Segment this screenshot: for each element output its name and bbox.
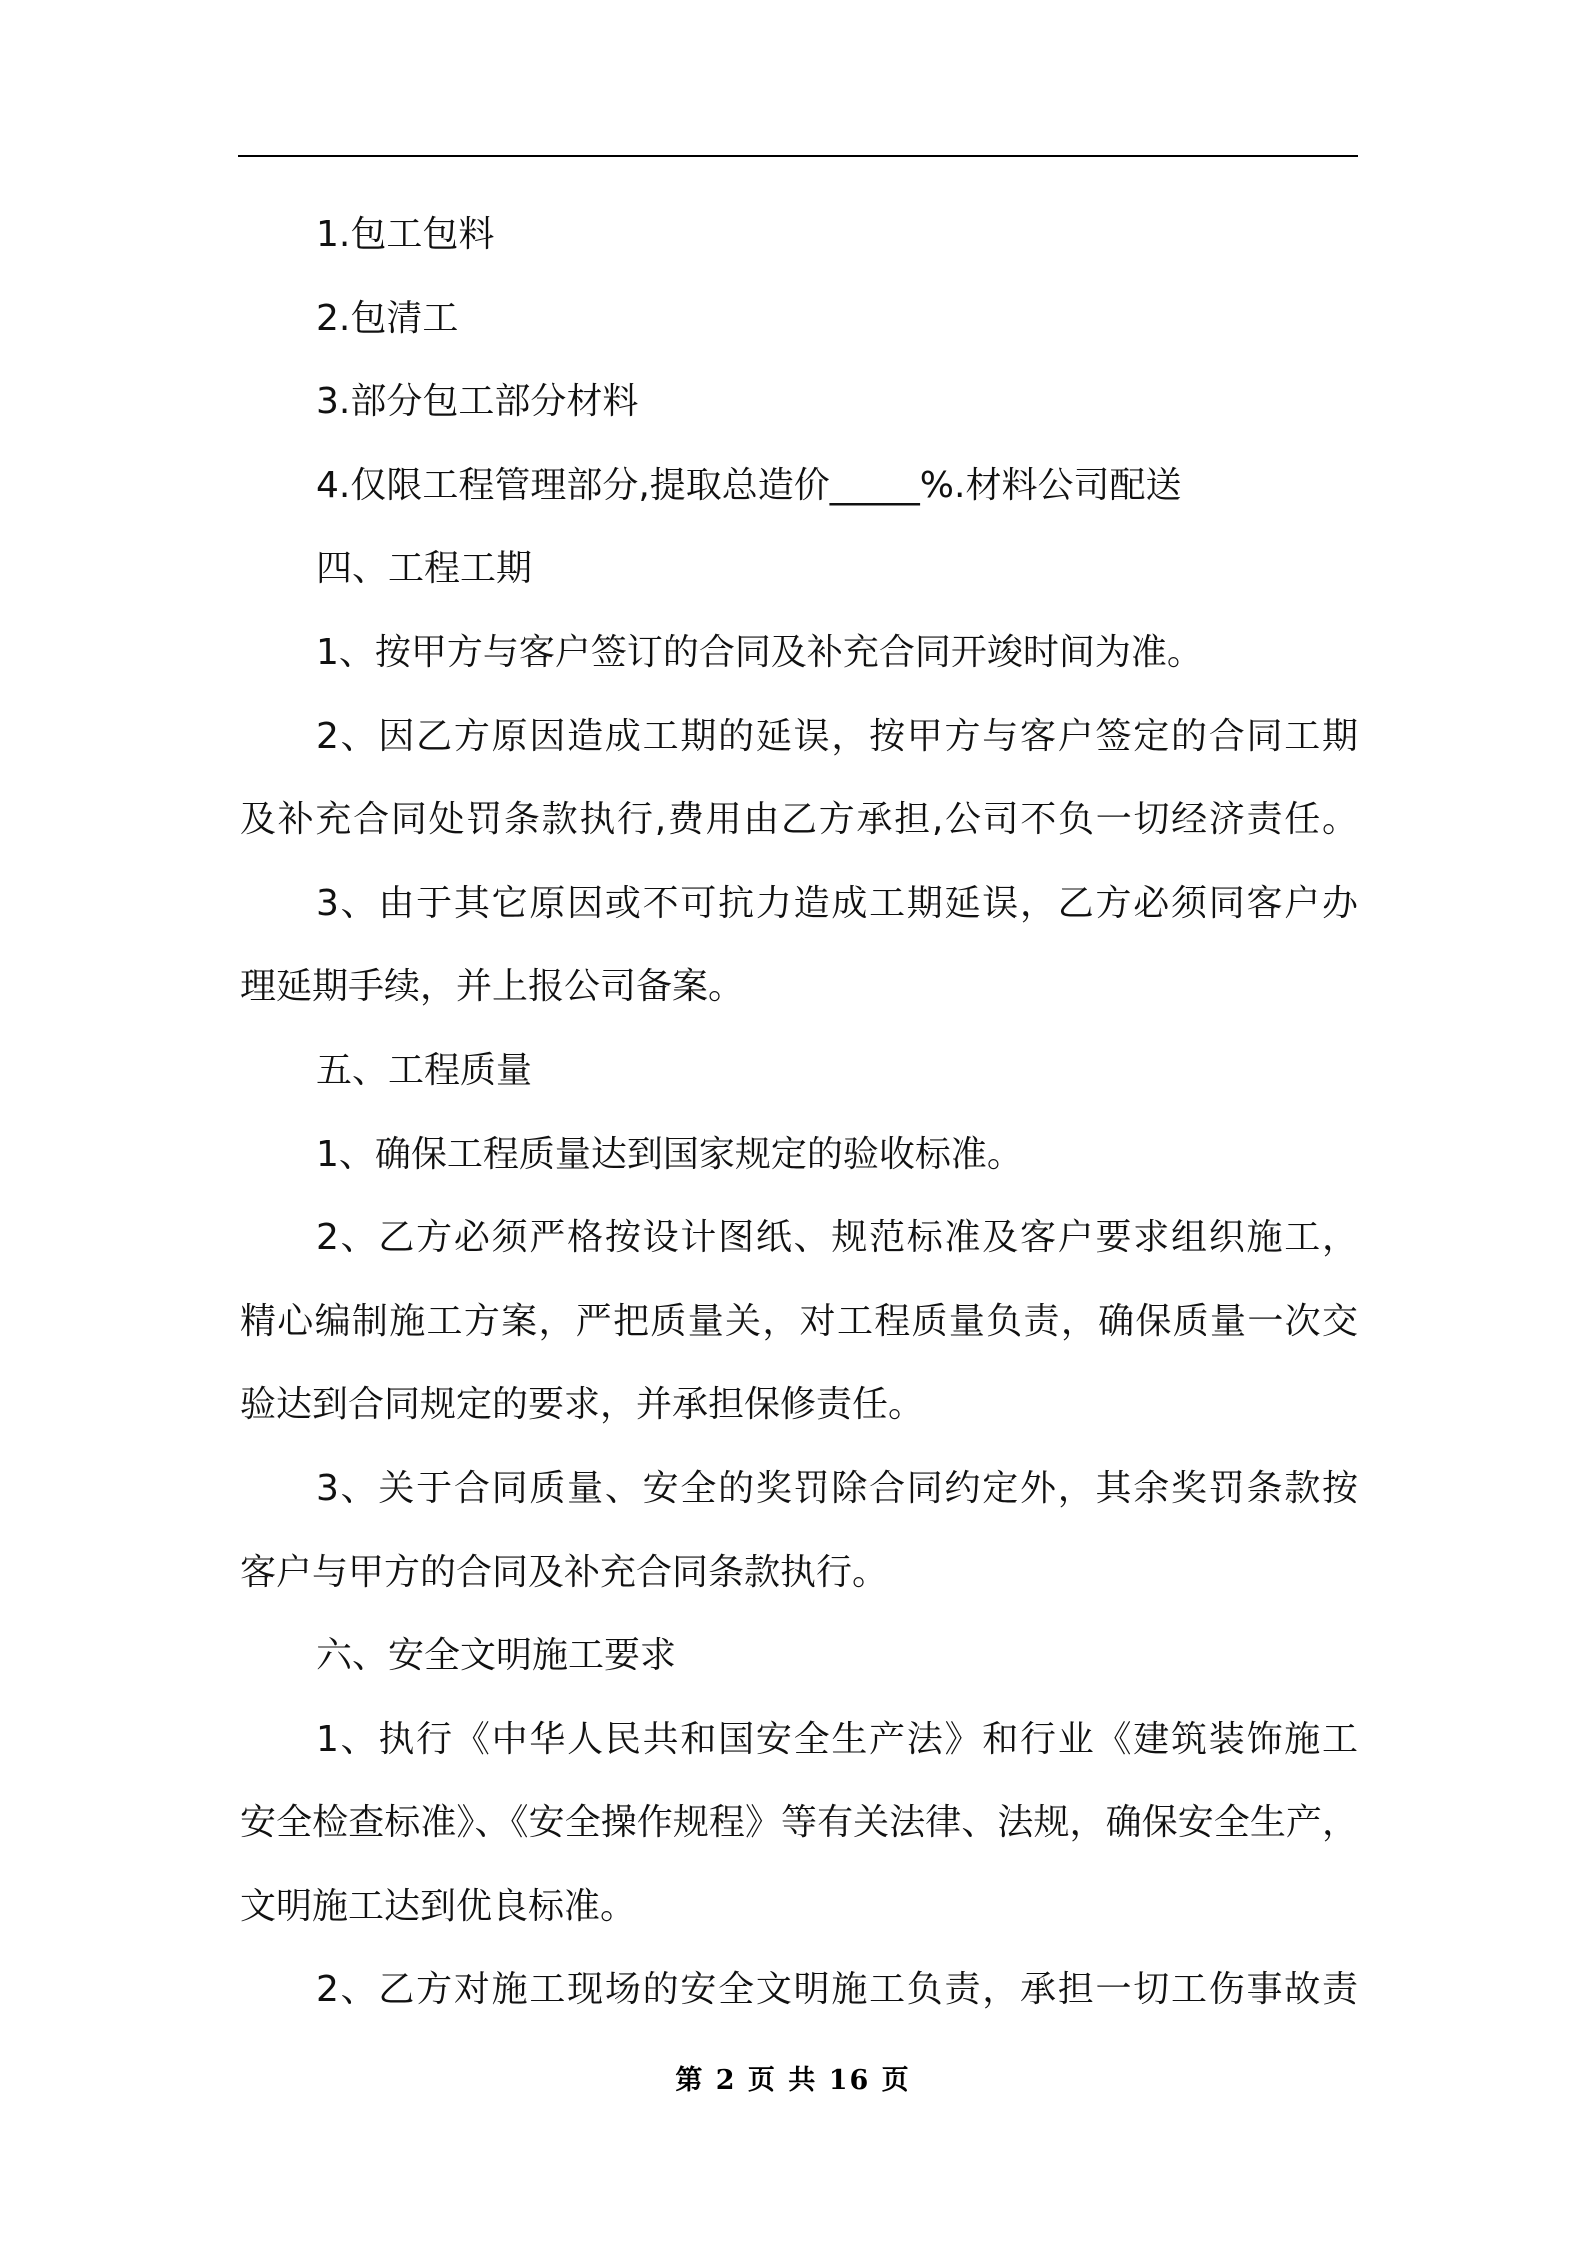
section-heading-quality: 五、工程质量 xyxy=(316,1049,533,1091)
paragraph-schedule-1: 1、按甲方与客户签订的合同及补充合同开竣时间为准。 xyxy=(316,631,1203,673)
document-body xyxy=(240,193,1358,2032)
paragraph-safety-1-line-1: 1、执行《中华人民共和国安全生产法》和行业《建筑装饰施工 xyxy=(316,1718,1358,1760)
section-heading-safety: 六、安全文明施工要求 xyxy=(316,1635,677,1677)
paragraph-quality-1: 1、确保工程质量达到国家规定的验收标准。 xyxy=(316,1133,1023,1175)
paragraph-quality-2-line-2: 精心编制施工方案，严把质量关，对工程质量负责，确保质量一次交 xyxy=(240,1300,1358,1342)
header-rule xyxy=(238,155,1358,157)
paragraph-schedule-2-line-2: 及补充合同处罚条款执行,费用由乙方承担,公司不负一切经济责任。 xyxy=(240,799,1358,841)
paragraph-safety-2-line-1: 2、乙方对施工现场的安全文明施工负责，承担一切工伤事故责 xyxy=(316,1969,1358,2011)
paragraph-safety-1-line-2: 安全检查标准》、《安全操作规程》等有关法律、法规，确保安全生产， xyxy=(240,1802,1358,1844)
paragraph-schedule-3-line-1: 3、由于其它原因或不可抗力造成工期延误，乙方必须同客户办 xyxy=(316,882,1358,924)
page-number-footer: 第 2 页 共 16 页 xyxy=(675,2065,911,2096)
paragraph-schedule-2-line-1: 2、因乙方原因造成工期的延误，按甲方与客户签定的合同工期 xyxy=(316,715,1358,757)
list-item-option-1: 1.包工包料 xyxy=(316,214,495,255)
list-item-option-2: 2.包清工 xyxy=(316,297,459,339)
paragraph-quality-2-line-1: 2、乙方必须严格按设计图纸、规范标准及客户要求组织施工， xyxy=(316,1217,1358,1259)
paragraph-quality-2-line-3: 验达到合同规定的要求，并承担保修责任。 xyxy=(240,1384,925,1426)
paragraph-schedule-3-line-2: 理延期手续，并上报公司备案。 xyxy=(240,966,745,1008)
list-item-option-4: 4.仅限工程管理部分,提取总造价_____%.材料公司配送 xyxy=(316,464,1182,506)
paragraph-quality-3-line-2: 客户与甲方的合同及补充合同条款执行。 xyxy=(240,1551,889,1593)
paragraph-safety-1-line-3: 文明施工达到优良标准。 xyxy=(240,1885,637,1927)
section-heading-schedule: 四、工程工期 xyxy=(316,548,533,590)
paragraph-quality-3-line-1: 3、关于合同质量、安全的奖罚除合同约定外，其余奖罚条款按 xyxy=(316,1467,1358,1509)
list-item-option-3: 3.部分包工部分材料 xyxy=(316,381,639,423)
